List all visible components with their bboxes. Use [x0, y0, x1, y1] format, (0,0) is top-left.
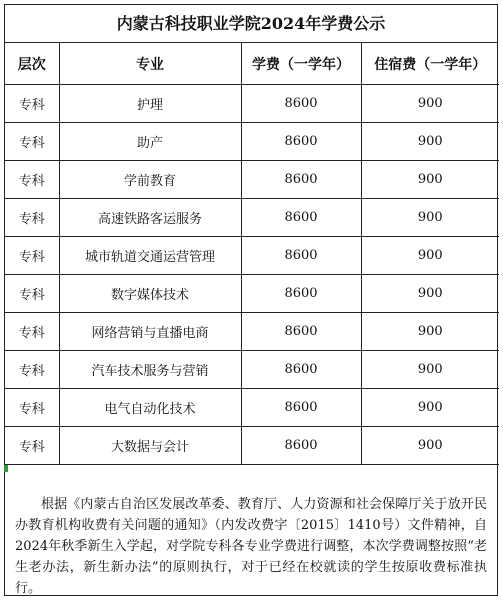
- major-cell: 网络营销与直播电商: [59, 313, 241, 351]
- level-cell: 专科: [5, 427, 59, 465]
- policy-note-text: 根据《内蒙古自治区发展改革委、教育厅、人力资源和社会保障厅关于放开民办教育机构收费有关问题的通知》（内发改费字〔2015〕1410号）文件精神，自2024年秋季新生入学起，对学院专科各专业学费进行调整，本次学费调整按照“老生老办法，新生新办法”的原则执行，对于已经在校就读的学生按原收费标准执行。: [15, 497, 487, 596]
- tuition-cell: 8600: [241, 123, 361, 161]
- tuition-cell: 8600: [241, 427, 361, 465]
- tuition-cell: 8600: [241, 275, 361, 313]
- table-row: [5, 313, 499, 351]
- table-body: [5, 85, 499, 465]
- level-cell: 专科: [5, 275, 59, 313]
- table-row: [5, 199, 499, 237]
- tuition-cell: 8600: [241, 389, 361, 427]
- header-tuition: 学费（一学年）: [241, 43, 361, 85]
- major-cell: 电气自动化技术: [59, 389, 241, 427]
- level-cell: 专科: [5, 199, 59, 237]
- tuition-cell: 8600: [241, 199, 361, 237]
- accommodation-cell: 900: [361, 351, 499, 389]
- level-cell: 专科: [5, 313, 59, 351]
- tuition-cell: 8600: [241, 85, 361, 123]
- table-row: [5, 389, 499, 427]
- fee-table: [5, 43, 499, 465]
- level-cell: 专科: [5, 237, 59, 275]
- tuition-cell: 8600: [241, 161, 361, 199]
- table-row: [5, 275, 499, 313]
- tuition-cell: 8600: [241, 351, 361, 389]
- level-cell: 专科: [5, 389, 59, 427]
- table-row: [5, 123, 499, 161]
- header-level: 层次: [5, 43, 59, 85]
- fee-notice-document: [4, 4, 498, 596]
- major-cell: 大数据与会计: [59, 427, 241, 465]
- policy-note: [5, 480, 497, 595]
- accommodation-cell: 900: [361, 237, 499, 275]
- accommodation-cell: 900: [361, 199, 499, 237]
- table-row: [5, 237, 499, 275]
- table-row: [5, 85, 499, 123]
- major-cell: 护理: [59, 85, 241, 123]
- accommodation-cell: 900: [361, 161, 499, 199]
- level-cell: 专科: [5, 85, 59, 123]
- accommodation-cell: 900: [361, 389, 499, 427]
- table-row: [5, 351, 499, 389]
- accommodation-cell: 900: [361, 427, 499, 465]
- tuition-cell: 8600: [241, 237, 361, 275]
- level-cell: 专科: [5, 351, 59, 389]
- cell-marker: [4, 465, 8, 472]
- level-cell: 专科: [5, 161, 59, 199]
- header-major: 专业: [59, 43, 241, 85]
- major-cell: 助产: [59, 123, 241, 161]
- header-accommodation: 住宿费（一学年）: [361, 43, 499, 85]
- major-cell: 数字媒体技术: [59, 275, 241, 313]
- accommodation-cell: 900: [361, 275, 499, 313]
- accommodation-cell: 900: [361, 123, 499, 161]
- table-row: [5, 427, 499, 465]
- table-header-row: [5, 43, 499, 85]
- accommodation-cell: 900: [361, 85, 499, 123]
- table-row: [5, 161, 499, 199]
- major-cell: 学前教育: [59, 161, 241, 199]
- tuition-cell: 8600: [241, 313, 361, 351]
- major-cell: 城市轨道交通运营管理: [59, 237, 241, 275]
- document-title: 内蒙古科技职业学院2024年学费公示: [5, 5, 497, 43]
- accommodation-cell: 900: [361, 313, 499, 351]
- major-cell: 高速铁路客运服务: [59, 199, 241, 237]
- major-cell: 汽车技术服务与营销: [59, 351, 241, 389]
- level-cell: 专科: [5, 123, 59, 161]
